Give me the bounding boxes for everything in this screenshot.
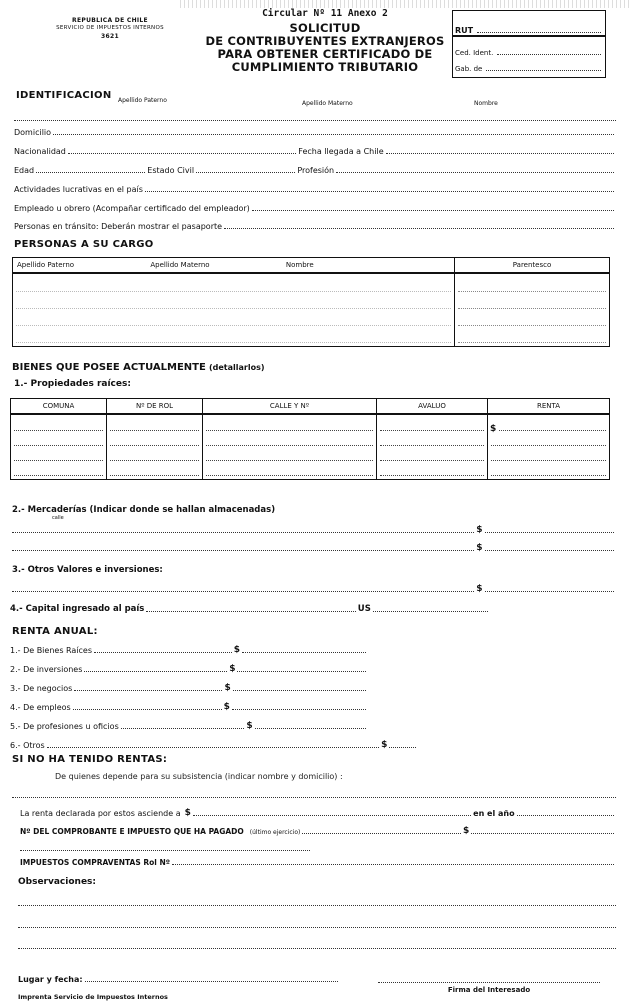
- capital-label: 4.- Capital ingresado al país: [10, 604, 145, 614]
- empleado-field[interactable]: [14, 204, 616, 213]
- ced-label: Ced. Ident.: [455, 49, 494, 57]
- nacionalidad-row[interactable]: [14, 147, 616, 156]
- label-apellido-materno: Apellido Materno: [302, 100, 353, 107]
- col-avaluo: AVALUO: [377, 399, 488, 415]
- transito-label: Personas en tránsito: Deberán mostrar el pasaporte: [14, 222, 223, 231]
- empleado-label: Empleado u obrero (Acompañar certificado del empleador): [14, 204, 250, 213]
- bienes-note: (detallarlos): [208, 363, 265, 372]
- domicilio-field[interactable]: [14, 128, 616, 137]
- rut-field[interactable]: [455, 26, 601, 35]
- col-calle: CALLE Y Nº: [203, 399, 377, 415]
- personas-table: [12, 257, 610, 347]
- firma-line[interactable]: [378, 982, 600, 983]
- dollar-sign: $: [490, 424, 497, 434]
- col-comuna: COMUNA: [11, 399, 107, 415]
- table-row[interactable]: [13, 273, 610, 295]
- mercaderias-line-1[interactable]: [10, 525, 616, 535]
- table-row[interactable]: [11, 464, 610, 480]
- label-nombre: Nombre: [474, 100, 498, 107]
- nacionalidad-label: Nacionalidad: [14, 147, 66, 156]
- dollar-sign: $: [233, 645, 241, 655]
- renta-item-label: 6.- Otros: [10, 741, 45, 750]
- dollar-sign: $: [229, 664, 236, 674]
- ced-field[interactable]: [455, 49, 601, 57]
- observaciones-label: Observaciones:: [18, 877, 97, 887]
- table-row[interactable]: [13, 312, 610, 329]
- col-apellido-paterno: Apellido Paterno: [17, 261, 75, 269]
- title-line: PARA OBTENER CERTIFICADO DE: [217, 47, 433, 61]
- capital-row[interactable]: [10, 604, 490, 614]
- lugar-fecha-field[interactable]: [18, 975, 340, 984]
- en-el-ano-label: en el año: [473, 809, 515, 818]
- observaciones-line[interactable]: [18, 905, 616, 906]
- dollar-sign: $: [462, 826, 470, 836]
- dollar-sign: $: [223, 702, 230, 712]
- renta-item-label: 4.- De empleos: [10, 703, 71, 712]
- dollar-sign: $: [476, 584, 483, 594]
- otros-line[interactable]: [10, 584, 616, 594]
- observaciones-line[interactable]: [18, 948, 616, 949]
- renta-declarada-label: La renta declarada por estos asciende a: [20, 809, 181, 818]
- label-apellido-paterno: Apellido Paterno: [118, 97, 167, 104]
- bienes-heading: BIENES QUE POSEE ACTUALMENTE: [12, 362, 206, 373]
- table-header-row: [13, 258, 610, 274]
- compraventas-label: IMPUESTOS COMPRAVENTAS Rol Nº: [20, 858, 170, 867]
- edad-row[interactable]: [14, 166, 616, 175]
- otros-label: 3.- Otros Valores e inversiones:: [12, 565, 163, 575]
- table-row[interactable]: [11, 449, 610, 464]
- compraventas-row[interactable]: [20, 858, 616, 867]
- comprobante-row[interactable]: [20, 826, 616, 836]
- gab-label: Gab. de: [455, 65, 483, 73]
- dollar-sign: $: [246, 721, 253, 731]
- estado-civil-label: Estado Civil: [147, 166, 195, 175]
- col-rol: Nº DE ROL: [107, 399, 203, 415]
- comprobante-note: (último ejercicio): [249, 829, 301, 836]
- renta-item[interactable]: [10, 664, 368, 674]
- comprobante-line-2[interactable]: [20, 850, 310, 851]
- table-row[interactable]: [11, 414, 610, 434]
- title-line: DE CONTRIBUYENTES EXTRANJEROS: [205, 34, 445, 48]
- comprobante-label: Nº DEL COMPROBANTE E IMPUESTO QUE HA PAGADO: [20, 827, 244, 836]
- edad-label: Edad: [14, 166, 35, 175]
- dollar-sign: $: [184, 808, 191, 818]
- form-code: 3621: [101, 33, 119, 40]
- renta-item[interactable]: [10, 721, 368, 731]
- renta-declarada-row[interactable]: [20, 808, 616, 818]
- table-row[interactable]: [13, 295, 610, 312]
- domicilio-label: Domicilio: [14, 128, 52, 137]
- renta-item[interactable]: [10, 645, 368, 655]
- dollar-sign: $: [476, 543, 483, 553]
- observaciones-line[interactable]: [18, 927, 616, 928]
- dollar-sign: $: [224, 683, 231, 693]
- profesion-label: Profesión: [297, 166, 335, 175]
- propiedades-table: [10, 398, 610, 480]
- table-header-row: [11, 399, 610, 415]
- renta-item-label: 3.- De negocios: [10, 684, 73, 693]
- form-title: [195, 22, 455, 74]
- name-input-line[interactable]: [14, 120, 616, 121]
- id-box: [452, 10, 606, 78]
- firma-label: Firma del Interesado: [447, 986, 531, 994]
- personas-header-names: [13, 258, 455, 274]
- renta-item-label: 5.- De profesiones u oficios: [10, 722, 119, 731]
- transito-field[interactable]: [14, 222, 616, 231]
- bienes-heading-row: [12, 362, 265, 373]
- renta-item[interactable]: [10, 683, 368, 693]
- title-line: SOLICITUD: [289, 21, 361, 35]
- dollar-sign: $: [381, 740, 388, 750]
- col-nombre: Nombre: [285, 261, 314, 269]
- lugar-fecha-label: Lugar y fecha:: [18, 975, 83, 984]
- depende-line[interactable]: [12, 797, 616, 798]
- col-apellido-materno: Apellido Materno: [150, 261, 210, 269]
- imprenta-label: Imprenta Servicio de Impuestos Internos: [18, 993, 168, 1001]
- renta-anual-heading: RENTA ANUAL:: [12, 626, 98, 637]
- renta-item[interactable]: [10, 740, 418, 750]
- dollar-sign: $: [476, 525, 483, 535]
- actividades-label: Actividades lucrativas en el país: [14, 185, 143, 194]
- issuer-line2: SERVICIO DE IMPUESTOS INTERNOS: [56, 25, 164, 31]
- col-renta: RENTA: [488, 399, 610, 415]
- issuer-line1: REPUBLICA DE CHILE: [72, 17, 148, 24]
- renta-item-label: 2.- De inversiones: [10, 665, 83, 674]
- fecha-llegada-label: Fecha llegada a Chile: [298, 147, 384, 156]
- col-parentesco: Parentesco: [455, 258, 610, 274]
- propiedades-label: 1.- Propiedades raíces:: [14, 379, 131, 389]
- mercaderias-line-2[interactable]: [10, 543, 616, 553]
- table-row[interactable]: [13, 329, 610, 347]
- circular-ref: Circular Nº 11 Anexo 2: [262, 8, 388, 19]
- actividades-field[interactable]: [14, 185, 616, 194]
- rut-label: RUT: [455, 26, 474, 35]
- depende-label: De quienes depende para su subsistencia (indicar nombre y domicilio) :: [55, 772, 343, 781]
- personas-heading: PERSONAS A SU CARGO: [14, 239, 154, 250]
- mercaderias-label: 2.- Mercaderías (Indicar donde se hallan almacenadas): [12, 505, 276, 515]
- renta-item-label: 1.- De Bienes Raíces: [10, 646, 93, 655]
- mercaderias-sub: calle: [52, 515, 64, 521]
- scan-noise: [180, 0, 630, 8]
- table-row[interactable]: [11, 434, 610, 449]
- gab-field[interactable]: [455, 65, 601, 73]
- renta-item[interactable]: [10, 702, 368, 712]
- us-label: US: [357, 604, 371, 614]
- sin-rentas-heading: SI NO HA TENIDO RENTAS:: [12, 754, 168, 765]
- identificacion-heading: IDENTIFICACION: [16, 90, 112, 101]
- title-line: CUMPLIMIENTO TRIBUTARIO: [231, 60, 419, 74]
